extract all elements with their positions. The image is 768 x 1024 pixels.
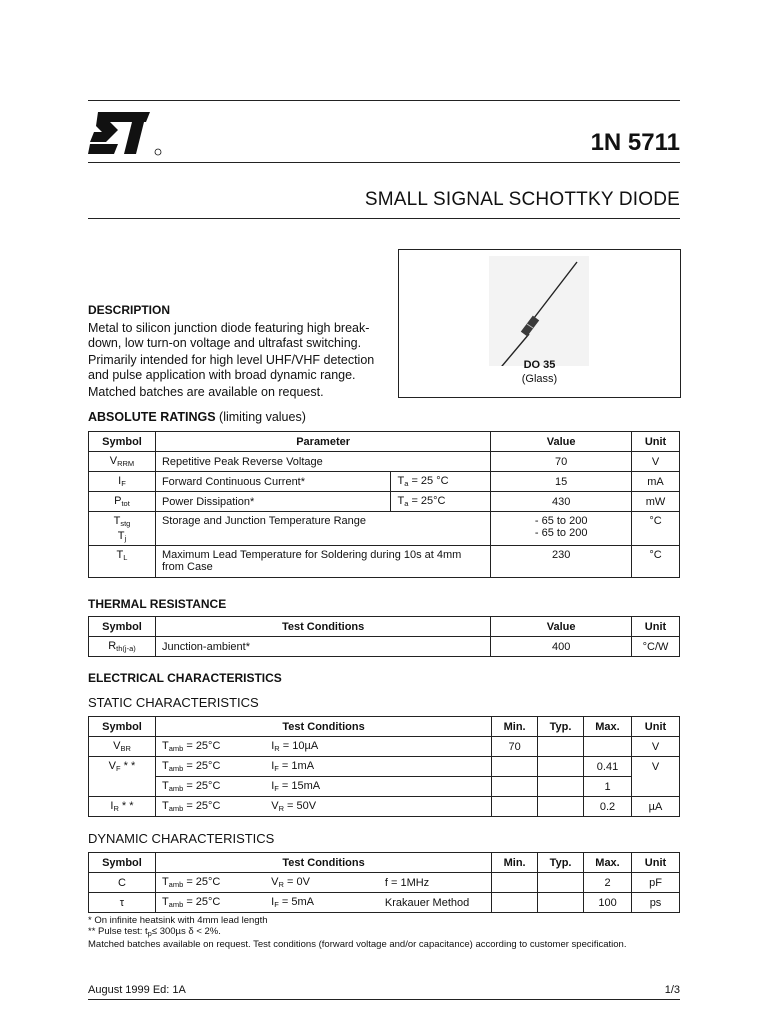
absolute-ratings-heading xyxy=(88,410,306,424)
part-number: 1N 5711 xyxy=(590,129,680,156)
condition-tail: = 25°C xyxy=(183,876,221,888)
col-header: Symbol xyxy=(89,617,156,637)
symbol: T xyxy=(117,530,125,542)
symbol: P xyxy=(114,495,122,507)
min-value xyxy=(492,757,538,777)
condition-tail: = 5mA xyxy=(278,896,314,908)
parameter: Power Dissipation* xyxy=(155,492,391,512)
table-row xyxy=(89,546,680,578)
condition-tail: = 10µA xyxy=(279,740,319,752)
condition: T xyxy=(161,800,169,812)
col-header: Test Conditions xyxy=(155,853,491,873)
symbol: τ xyxy=(89,893,156,913)
footnote-text: ** Pulse test: t xyxy=(88,926,148,937)
condition-sub: R xyxy=(274,744,280,753)
parameter: Repetitive Peak Reverse Voltage xyxy=(155,452,490,472)
max-value xyxy=(584,737,632,757)
typ-value xyxy=(538,797,584,817)
condition-tail: = 25°C xyxy=(183,800,221,812)
footer-rule xyxy=(88,999,680,1000)
condition-sub: amb xyxy=(168,784,184,793)
table-header-row xyxy=(89,617,680,637)
diode-image xyxy=(489,256,589,366)
condition-sub: a xyxy=(404,499,409,508)
min-value: 70 xyxy=(492,737,538,757)
condition: Junction-ambient* xyxy=(155,637,490,657)
condition: I xyxy=(271,896,275,908)
min-value xyxy=(492,873,538,893)
page-subtitle: SMALL SIGNAL SCHOTTKY DIODE xyxy=(364,189,680,210)
footnote-sub: p xyxy=(147,929,152,938)
unit: °C xyxy=(632,546,680,578)
symbol-sub: F xyxy=(116,764,121,774)
condition: T xyxy=(161,896,169,908)
parameter: from Case xyxy=(161,561,213,573)
parameter: Forward Continuous Current* xyxy=(155,472,391,492)
symbol: C xyxy=(89,873,156,893)
condition-tail: = 25°C xyxy=(183,780,221,792)
max-value: 1 xyxy=(584,777,632,797)
condition-tail: = 25°C xyxy=(183,896,221,908)
min-value xyxy=(492,893,538,913)
condition-sub: amb xyxy=(168,764,184,773)
condition-sub: amb xyxy=(168,900,184,909)
col-header: Unit xyxy=(632,617,680,637)
footnote: Matched batches available on request. Test conditions (forward voltage and/or capacitance) according to customer specification. xyxy=(88,939,627,950)
condition-extra: Krakauer Method xyxy=(379,893,492,913)
col-header: Unit xyxy=(632,432,680,452)
condition: I xyxy=(271,740,275,752)
electrical-heading: ELECTRICAL CHARACTERISTICS xyxy=(88,671,282,685)
symbol-sub: BR xyxy=(120,744,131,753)
condition-tail: = 25°C xyxy=(183,740,221,752)
table-row xyxy=(89,893,680,913)
condition-sub: amb xyxy=(168,744,184,753)
description-line: down, low turn-on voltage and ultrafast switching. xyxy=(88,336,362,350)
condition-sub: a xyxy=(404,479,409,488)
col-header: Symbol xyxy=(89,853,156,873)
table-row xyxy=(89,757,680,777)
value: 15 xyxy=(491,472,632,492)
table-row xyxy=(89,472,680,492)
table-row xyxy=(89,452,680,472)
symbol-sub: R xyxy=(113,804,119,813)
package-material: (Glass) xyxy=(521,373,558,385)
col-header: Unit xyxy=(632,853,680,873)
symbol: V xyxy=(108,760,116,773)
package-figure xyxy=(398,249,681,398)
symbol-sub: th(j-a) xyxy=(116,644,136,653)
col-header: Max. xyxy=(584,717,632,737)
max-value: 0.2 xyxy=(584,797,632,817)
condition-sub: R xyxy=(278,880,284,889)
package-name: DO 35 xyxy=(523,359,556,371)
description-line: Matched batches are available on request. xyxy=(88,385,324,399)
condition-sub: amb xyxy=(168,880,184,889)
table-row xyxy=(89,797,680,817)
typ-value xyxy=(538,873,584,893)
symbol-sub: RRM xyxy=(117,459,135,468)
parameter: Maximum Lead Temperature for Soldering during 10s at 4mm xyxy=(161,549,462,561)
symbol: I xyxy=(118,475,122,487)
symbol-suffix: * * xyxy=(120,760,136,773)
unit: mA xyxy=(632,472,680,492)
col-header: Symbol xyxy=(89,717,156,737)
condition-tail: = 25°C xyxy=(408,495,446,507)
unit: mW xyxy=(632,492,680,512)
col-header: Test Conditions xyxy=(155,617,490,637)
condition: T xyxy=(161,876,169,888)
condition-tail: = 1mA xyxy=(278,760,315,772)
max-value: 100 xyxy=(584,893,632,913)
unit: V xyxy=(631,737,679,757)
symbol: I xyxy=(110,800,114,812)
max-value: 0.41 xyxy=(584,757,632,777)
symbol-sub: L xyxy=(123,553,128,562)
condition: I xyxy=(271,760,275,772)
description-text xyxy=(88,321,388,400)
thermal-table xyxy=(88,616,680,657)
footnotes xyxy=(88,915,626,950)
subtitle-rule xyxy=(88,218,680,219)
condition-tail: = 25°C xyxy=(183,760,221,772)
condition: V xyxy=(271,876,279,888)
table-header-row xyxy=(89,853,680,873)
condition: T xyxy=(161,760,169,772)
table-row xyxy=(89,492,680,512)
table-header-row xyxy=(89,717,680,737)
st-logo-icon xyxy=(88,108,166,163)
symbol-sub: j xyxy=(124,534,127,543)
min-value xyxy=(492,797,538,817)
col-header: Test Conditions xyxy=(155,717,491,737)
footnote xyxy=(88,926,626,939)
col-header: Symbol xyxy=(89,432,156,452)
col-header: Value xyxy=(491,432,632,452)
symbol: R xyxy=(108,640,117,652)
condition-sub: R xyxy=(278,804,284,813)
symbol: T xyxy=(116,549,124,561)
condition-sub: F xyxy=(274,784,279,793)
condition-sub: F xyxy=(274,900,279,909)
dynamic-heading: DYNAMIC CHARACTERISTICS xyxy=(88,831,275,846)
col-header: Value xyxy=(491,617,632,637)
thermal-heading: THERMAL RESISTANCE xyxy=(88,597,227,611)
value: - 65 to 200 xyxy=(534,527,588,539)
condition: T xyxy=(397,475,405,487)
condition: I xyxy=(271,780,275,792)
footer-date: August 1999 Ed: 1A xyxy=(88,984,186,996)
max-value: 2 xyxy=(584,873,632,893)
col-header: Unit xyxy=(631,717,679,737)
symbol: V xyxy=(109,455,118,467)
description-line: and pulse application with broad dynamic range. xyxy=(88,368,356,382)
table-row xyxy=(89,637,680,657)
value: 230 xyxy=(491,546,632,578)
header-bottom-rule xyxy=(88,162,680,163)
unit: °C/W xyxy=(632,637,680,657)
unit: pF xyxy=(632,873,680,893)
table-row xyxy=(89,873,680,893)
footnote: * On infinite heatsink with 4mm lead length xyxy=(88,915,268,926)
condition-extra: f = 1MHz xyxy=(379,873,492,893)
absolute-ratings-title: ABSOLUTE RATINGS xyxy=(88,410,216,424)
unit: µA xyxy=(631,797,679,817)
absolute-ratings-table xyxy=(88,431,680,578)
header-top-rule xyxy=(88,100,680,101)
condition: T xyxy=(161,780,169,792)
value: 430 xyxy=(491,492,632,512)
unit: V xyxy=(632,452,680,472)
col-header: Parameter xyxy=(155,432,490,452)
symbol-sub: stg xyxy=(120,519,131,528)
table-row xyxy=(89,777,680,797)
min-value xyxy=(492,777,538,797)
parameter: Storage and Junction Temperature Range xyxy=(155,512,490,546)
typ-value xyxy=(538,777,584,797)
value: 70 xyxy=(491,452,632,472)
description-line: Primarily intended for high level UHF/VHF detection xyxy=(88,353,375,367)
col-header: Typ. xyxy=(538,853,584,873)
table-row xyxy=(89,737,680,757)
condition: T xyxy=(397,495,405,507)
static-table xyxy=(88,716,680,817)
absolute-ratings-note: (limiting values) xyxy=(219,410,306,424)
col-header: Typ. xyxy=(538,717,584,737)
symbol-sub: tot xyxy=(121,499,130,508)
table-header-row xyxy=(89,432,680,452)
value: 400 xyxy=(491,637,632,657)
unit: ps xyxy=(632,893,680,913)
col-header: Min. xyxy=(492,717,538,737)
page-number: 1/3 xyxy=(664,984,680,996)
condition: T xyxy=(161,740,169,752)
condition-tail: = 0V xyxy=(283,876,310,888)
footnote-text: ≤ 300µs δ < 2%. xyxy=(151,926,221,937)
condition-sub: F xyxy=(274,764,279,773)
unit: °C xyxy=(632,512,680,546)
symbol-suffix: * * xyxy=(118,800,134,812)
condition-tail: = 25 °C xyxy=(408,475,449,487)
symbol: T xyxy=(113,515,121,527)
static-heading: STATIC CHARACTERISTICS xyxy=(88,695,259,710)
description-heading: DESCRIPTION xyxy=(88,303,171,317)
unit xyxy=(631,777,679,797)
col-header: Max. xyxy=(584,853,632,873)
typ-value xyxy=(538,757,584,777)
dynamic-table xyxy=(88,852,680,913)
condition-tail: = 50V xyxy=(283,800,317,812)
symbol-sub: F xyxy=(121,479,126,488)
value: - 65 to 200 xyxy=(534,515,588,527)
typ-value xyxy=(538,737,584,757)
condition-sub: amb xyxy=(168,804,184,813)
condition: V xyxy=(271,800,279,812)
unit: V xyxy=(631,757,679,777)
typ-value xyxy=(538,893,584,913)
description-line: Metal to silicon junction diode featuring high break- xyxy=(88,321,370,335)
col-header: Min. xyxy=(492,853,538,873)
symbol: V xyxy=(113,740,121,752)
condition-tail: = 15mA xyxy=(278,780,321,792)
table-row xyxy=(89,512,680,546)
